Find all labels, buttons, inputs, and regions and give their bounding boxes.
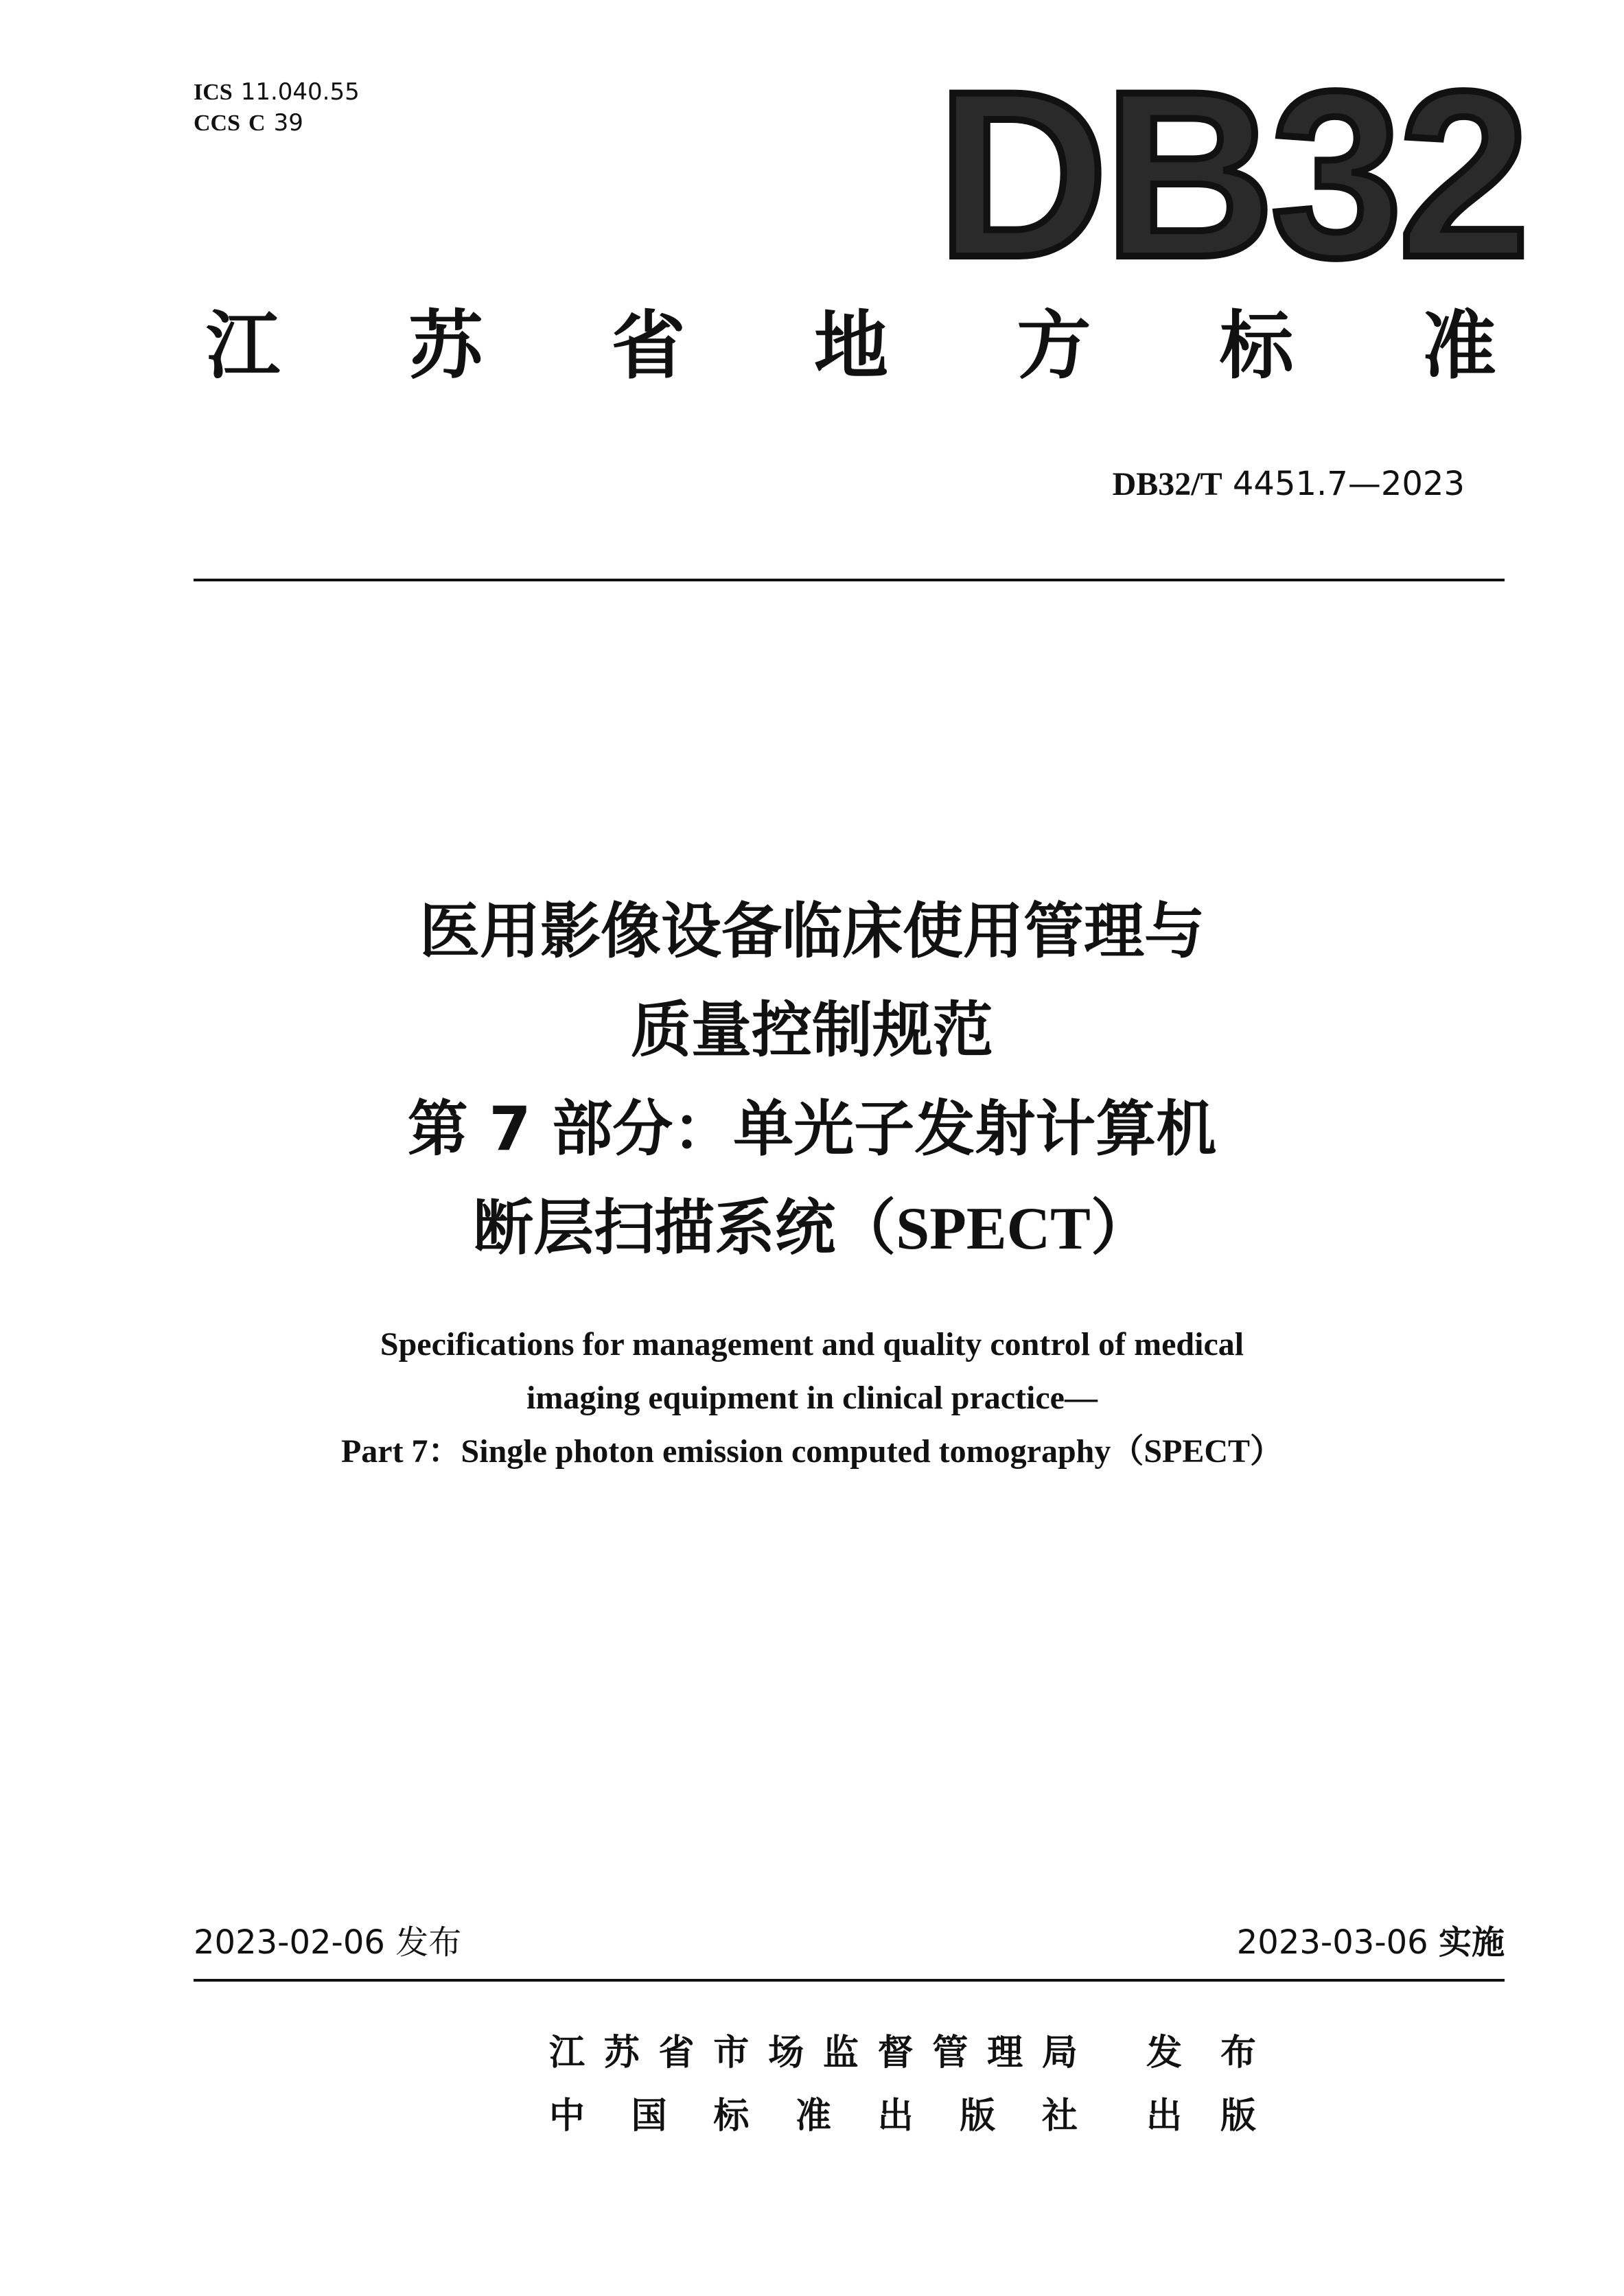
issuer-char: 发 bbox=[1146, 2032, 1183, 2074]
issuer-char: 准 bbox=[795, 2096, 831, 2137]
issuer-char: 督 bbox=[877, 2032, 914, 2074]
bottom-divider bbox=[194, 1979, 1505, 1982]
issuer-row-2 bbox=[549, 2085, 1256, 2148]
issuer-char: 江 bbox=[549, 2032, 585, 2074]
issuer-char: 出 bbox=[877, 2096, 914, 2137]
issuer-char: 省 bbox=[658, 2032, 695, 2074]
heading-char: 省 bbox=[611, 303, 686, 389]
issuer-char: 理 bbox=[987, 2032, 1023, 2074]
title-cn-line-4 bbox=[194, 1179, 1430, 1279]
issuer-char: 标 bbox=[713, 2096, 750, 2137]
issuer-char: 市 bbox=[713, 2032, 750, 2074]
title-chinese bbox=[194, 882, 1430, 1279]
title-english bbox=[194, 1318, 1430, 1479]
issuer-char: 国 bbox=[631, 2096, 667, 2137]
issuing-authority bbox=[549, 2021, 1078, 2085]
issuer-char: 中 bbox=[549, 2096, 585, 2137]
issuer-row-1 bbox=[549, 2021, 1256, 2085]
ccs-label: CCS bbox=[194, 111, 241, 136]
issuer-char: 社 bbox=[1041, 2096, 1078, 2137]
province-standard-heading bbox=[206, 302, 1496, 391]
publish-action bbox=[1146, 2085, 1256, 2148]
title-en-line-1: Specifications for management and quality control of medical bbox=[380, 1326, 1244, 1362]
issuer-char: 监 bbox=[822, 2032, 859, 2074]
ccs-value: 39 bbox=[273, 109, 303, 137]
effective-date bbox=[1237, 1922, 1505, 1963]
issuer-char: 版 bbox=[1220, 2096, 1256, 2137]
ccs-letter: C bbox=[248, 111, 266, 136]
effective-date-value: 2023-03-06 bbox=[1236, 1923, 1428, 1962]
standard-number-prefix: DB32/T bbox=[1112, 466, 1222, 502]
effective-date-label: 实施 bbox=[1438, 1923, 1505, 1962]
ccs-code bbox=[194, 108, 368, 139]
ics-label: ICS bbox=[194, 80, 233, 105]
heading-char: 江 bbox=[206, 303, 281, 389]
issue-date-label: 发布 bbox=[395, 1923, 462, 1962]
issue-date bbox=[194, 1922, 461, 1963]
issuer-char: 局 bbox=[1041, 2032, 1078, 2074]
top-divider bbox=[194, 579, 1505, 581]
issuer-char: 场 bbox=[768, 2032, 804, 2074]
db32-logo: DB32 bbox=[937, 43, 1527, 307]
title-cn-line-3: 第 7 部分：单光子发射计算机 bbox=[407, 1093, 1217, 1164]
title-cn-line-1: 医用影像设备临床使用管理与 bbox=[419, 896, 1205, 966]
heading-char: 地 bbox=[813, 303, 888, 389]
heading-char: 标 bbox=[1219, 303, 1294, 389]
issue-action bbox=[1146, 2021, 1256, 2085]
title-cn-line-4-text: 断层扫描系统 bbox=[473, 1192, 836, 1263]
issue-date-value: 2023-02-06 bbox=[194, 1923, 385, 1962]
title-cn-line-4-abbr: （SPECT） bbox=[835, 1196, 1151, 1262]
standard-number-value: 4451.7—2023 bbox=[1232, 465, 1465, 503]
issuer-char: 管 bbox=[932, 2032, 968, 2074]
title-cn-line-2: 质量控制规范 bbox=[630, 995, 993, 1065]
heading-char: 方 bbox=[1017, 303, 1091, 389]
issuer-block bbox=[549, 2021, 1256, 2148]
issuer-char: 版 bbox=[960, 2096, 996, 2137]
heading-char: 准 bbox=[1422, 303, 1496, 389]
issuer-char: 出 bbox=[1146, 2096, 1183, 2137]
classification-codes bbox=[194, 77, 368, 139]
publisher bbox=[549, 2085, 1078, 2148]
ics-code bbox=[194, 77, 368, 108]
standard-number bbox=[1113, 463, 1465, 505]
title-en-line-2: imaging equipment in clinical practice— bbox=[526, 1380, 1098, 1416]
title-en-line-3: Part 7：Single photon emission computed tomography（SPECT） bbox=[340, 1433, 1284, 1470]
issuer-char: 布 bbox=[1220, 2032, 1256, 2074]
heading-char: 苏 bbox=[408, 303, 483, 389]
issuer-char: 苏 bbox=[603, 2032, 640, 2074]
ics-value: 11.040.55 bbox=[240, 78, 360, 106]
